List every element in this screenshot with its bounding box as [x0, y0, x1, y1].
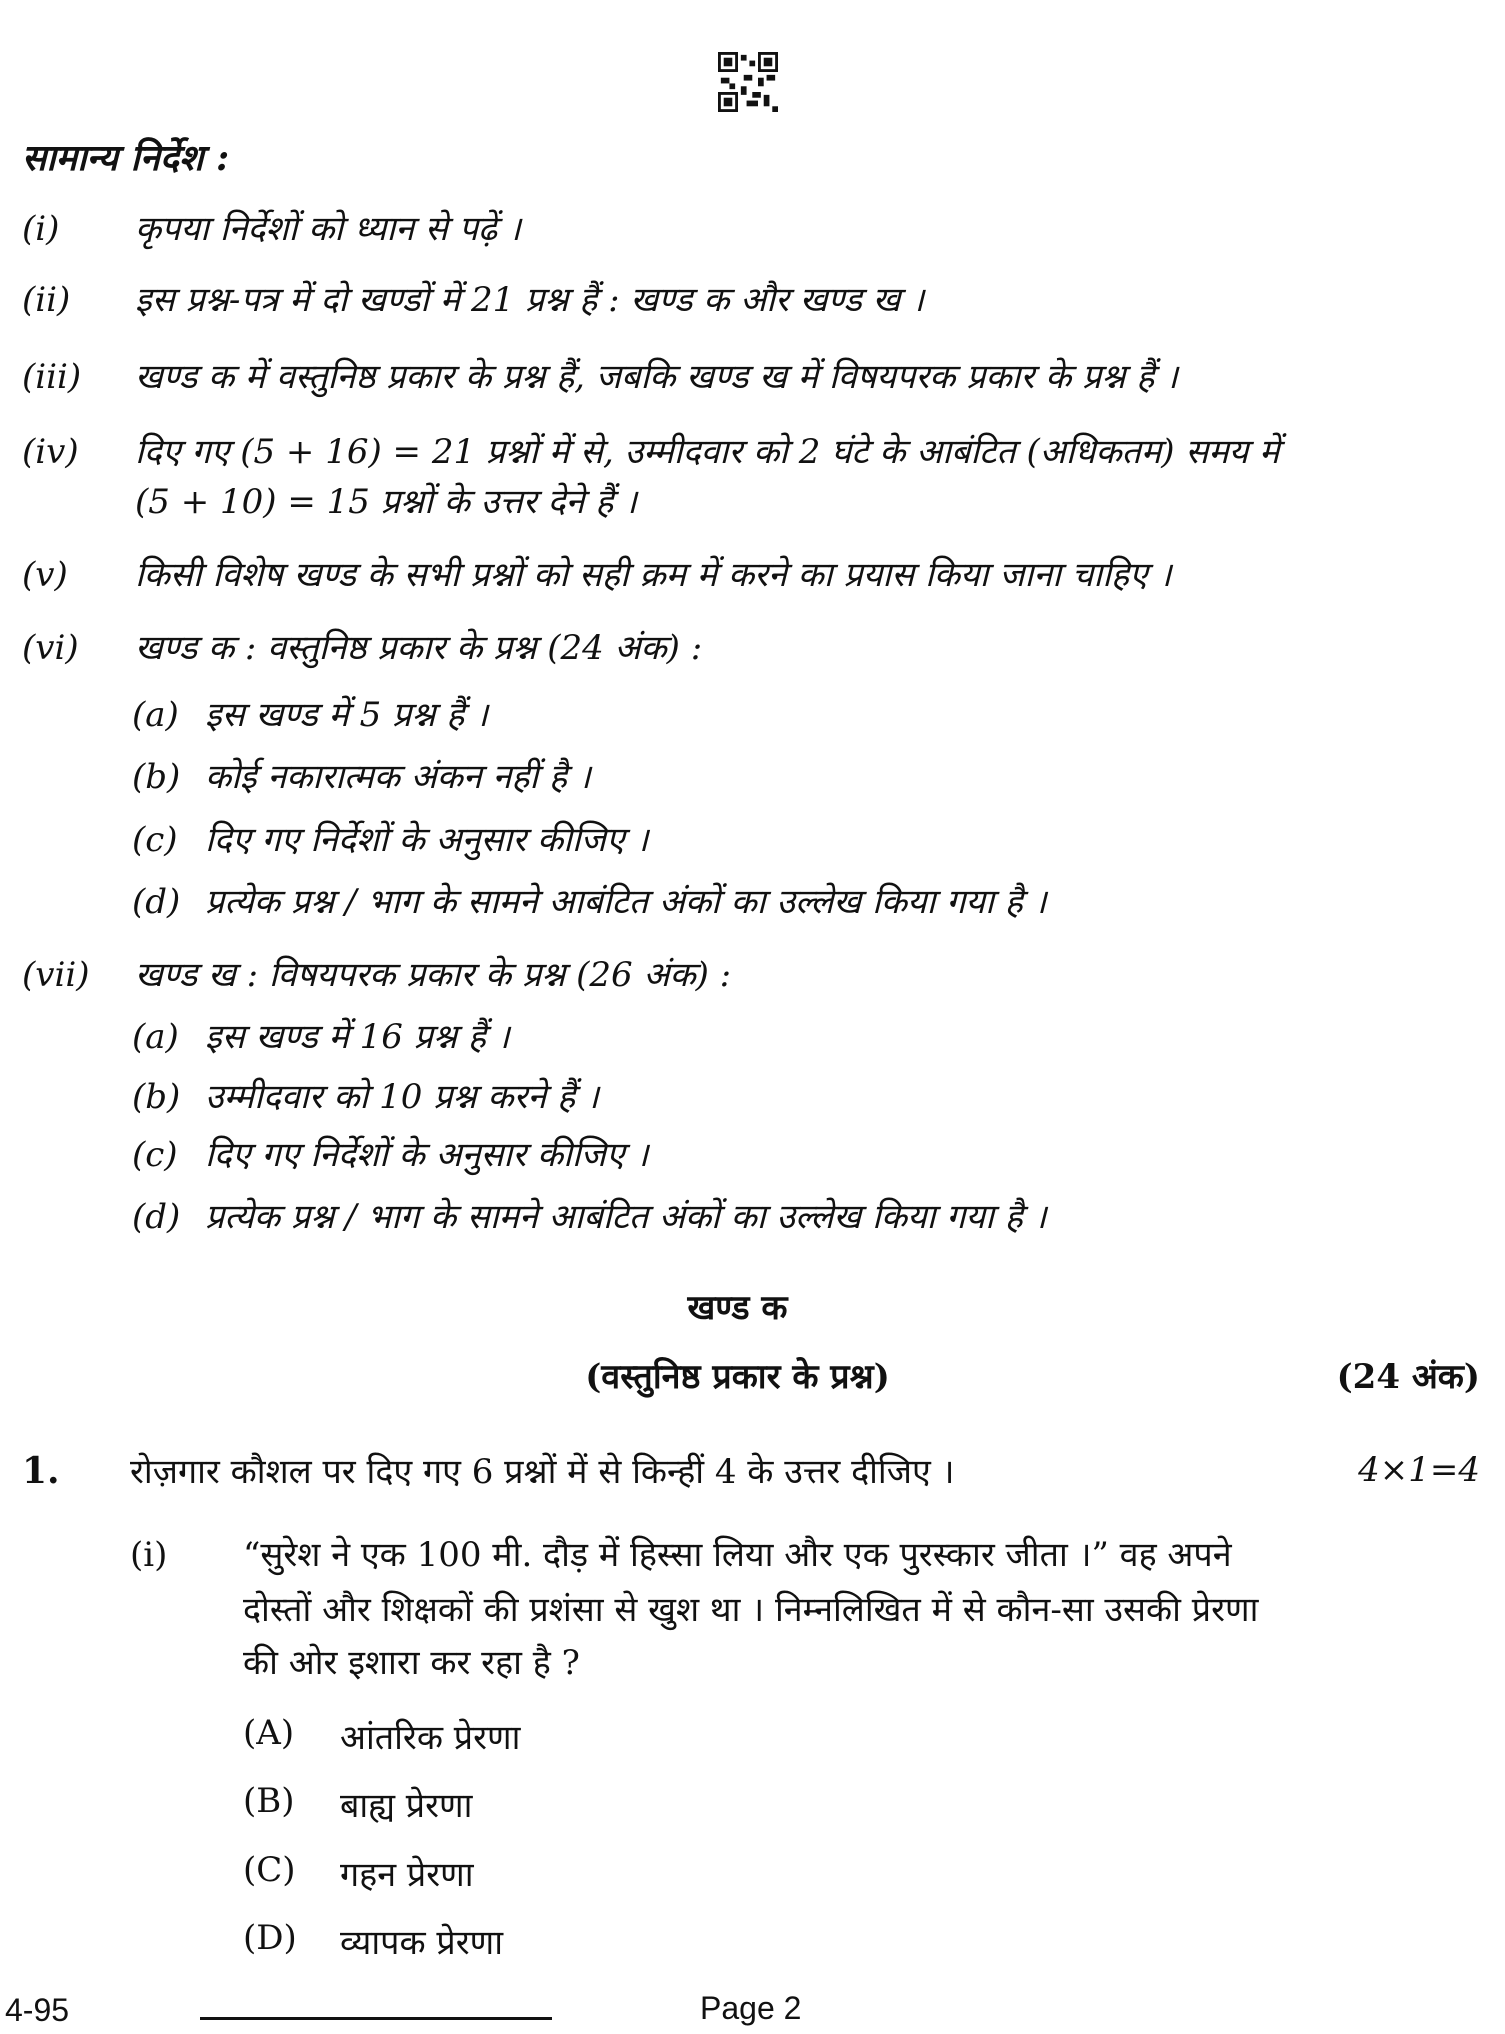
sub-question-text: दोस्तों और शिक्षकों की प्रशंसा से खुश था । निम्नलिखित में से कौन-सा उसकी प्रेरणा — [243, 1590, 1259, 1630]
option-label: (D) — [243, 1918, 297, 1958]
sub-instruction-text: कोई नकारात्मक अंकन नहीं है । — [205, 757, 591, 797]
sub-question-number: (i) — [130, 1535, 168, 1575]
question-number: 1. — [22, 1450, 60, 1492]
option-text: गहन प्रेरणा — [340, 1855, 474, 1895]
instruction-text: दिए गए (5 + 16) = 21 प्रश्नों में से, उम्मीदवार को 2 घंटे के आबंटित (अधिकतम) समय में — [135, 432, 1280, 472]
instruction-number: (vi) — [22, 628, 79, 668]
sub-instruction-label: (a) — [132, 695, 179, 735]
instruction-number: (iii) — [22, 357, 82, 397]
option-text: व्यापक प्रेरणा — [340, 1923, 504, 1963]
instruction-text: इस प्रश्न-पत्र में दो खण्डों में 21 प्रश्न हैं : खण्ड क और खण्ड ख । — [135, 280, 925, 320]
sub-instruction-text: प्रत्येक प्रश्न / भाग के सामने आबंटित अंकों का उल्लेख किया गया है । — [205, 1197, 1047, 1237]
instruction-text: (5 + 10) = 15 प्रश्नों के उत्तर देने हैं । — [135, 482, 637, 522]
sub-instruction-text: उम्मीदवार को 10 प्रश्न करने हैं । — [205, 1077, 599, 1117]
section-marks: (24 अंक) — [1336, 1357, 1480, 1397]
sub-instruction-label: (b) — [132, 757, 181, 797]
option-label: (B) — [243, 1781, 295, 1821]
sub-instruction-text: इस खण्ड में 16 प्रश्न हैं । — [205, 1017, 510, 1057]
instruction-number: (v) — [22, 555, 68, 595]
sub-instruction-label: (b) — [132, 1077, 181, 1117]
sub-instruction-label: (c) — [132, 820, 178, 860]
option-text: बाह्य प्रेरणा — [340, 1786, 473, 1826]
sub-instruction-text: इस खण्ड में 5 प्रश्न हैं । — [205, 695, 488, 735]
instruction-number: (iv) — [22, 432, 79, 472]
section-subtitle: (वस्तुनिष्ठ प्रकार के प्रश्न) — [585, 1357, 890, 1397]
question-text: रोज़गार कौशल पर दिए गए 6 प्रश्नों में से किन्हीं 4 के उत्तर दीजिए । — [130, 1452, 955, 1492]
sub-instruction-label: (a) — [132, 1017, 179, 1057]
sub-instruction-label: (c) — [132, 1135, 178, 1175]
question-marks: 4×1=4 — [1358, 1450, 1480, 1490]
instruction-number: (vii) — [22, 955, 90, 995]
sub-instruction-text: प्रत्येक प्रश्न / भाग के सामने आबंटित अंकों का उल्लेख किया गया है । — [205, 882, 1047, 922]
sub-instruction-label: (d) — [132, 1197, 181, 1237]
instruction-text: खण्ड क : वस्तुनिष्ठ प्रकार के प्रश्न (24 अंक) : — [135, 628, 703, 668]
option-label: (C) — [243, 1850, 296, 1890]
page-number: Page 2 — [700, 1990, 802, 2026]
sub-question-text: की ओर इशारा कर रहा है ? — [243, 1643, 580, 1683]
sub-instruction-text: दिए गए निर्देशों के अनुसार कीजिए । — [205, 820, 649, 860]
instruction-number: (ii) — [22, 280, 71, 320]
footer-divider — [200, 2017, 552, 2020]
instruction-text: कृपया निर्देशों को ध्यान से पढ़ें । — [135, 209, 521, 249]
general-instructions-heading: सामान्य निर्देश : — [22, 137, 230, 179]
option-label: (A) — [243, 1713, 295, 1753]
paper-code: 4-95 — [5, 1992, 70, 2028]
qr-code-icon — [718, 52, 778, 112]
option-text: आंतरिक प्रेरणा — [340, 1718, 521, 1758]
instruction-number: (i) — [22, 209, 60, 249]
instruction-text: खण्ड क में वस्तुनिष्ठ प्रकार के प्रश्न हैं, जबकि खण्ड ख में विषयपरक प्रकार के प्रश्न हैं । — [135, 357, 1178, 397]
sub-instruction-text: दिए गए निर्देशों के अनुसार कीजिए । — [205, 1135, 649, 1175]
section-title: खण्ड क — [687, 1288, 788, 1328]
instruction-text: किसी विशेष खण्ड के सभी प्रश्नों को सही क्रम में करने का प्रयास किया जाना चाहिए । — [135, 555, 1172, 595]
sub-instruction-label: (d) — [132, 882, 181, 922]
instruction-text: खण्ड ख : विषयपरक प्रकार के प्रश्न (26 अंक) : — [135, 955, 732, 995]
sub-question-text: “सुरेश ने एक 100 मी. दौड़ में हिस्सा लिया और एक पुरस्कार जीता ।” वह अपने — [243, 1535, 1232, 1575]
